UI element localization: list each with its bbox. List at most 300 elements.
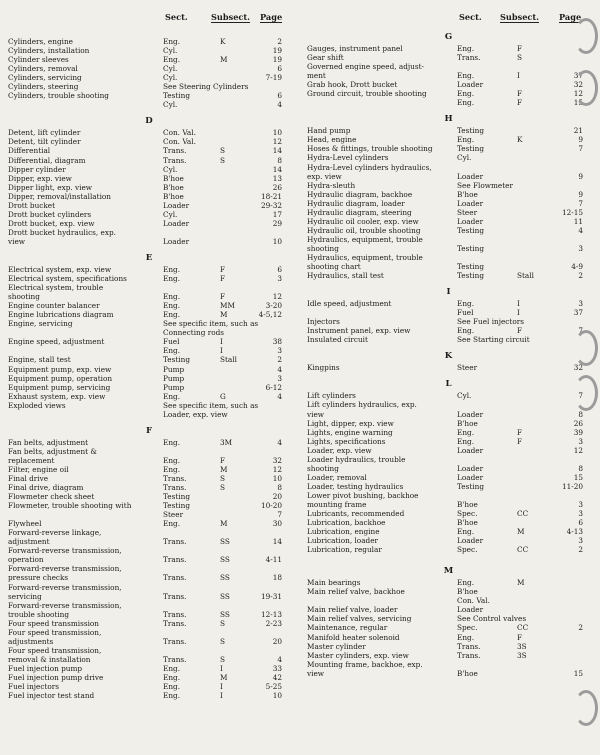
index-entry (307, 623, 590, 632)
entry-topic: Exploded views (8, 400, 66, 410)
entry-topic: Drott bucket cylinders (8, 209, 92, 219)
entry-subsection: Stall (220, 355, 237, 365)
entry-topic: Lubrication, regular (307, 545, 382, 555)
entry-section: Steer (163, 510, 184, 520)
page-header: Page (559, 12, 582, 22)
index-entry (307, 363, 590, 372)
entry-topic: Master cylinders, exp. view (307, 650, 409, 660)
entry-page: 8 (578, 463, 583, 473)
entry-topic: Equipment pump, exp. view (8, 364, 112, 374)
entry-section: Loader (457, 171, 484, 181)
entry-page: 7 (578, 326, 583, 336)
entry-page: 7 (277, 510, 282, 520)
entry-section: See Control valves (457, 614, 527, 624)
entry-topic: Engine, servicing (8, 319, 73, 329)
index-entry (307, 518, 590, 527)
entry-section: Trans. (163, 155, 187, 165)
index-entry (8, 146, 290, 155)
entry-topic: Cylinders, steering (8, 82, 79, 92)
entry-section: Con. Val. (163, 128, 196, 138)
left-entries (8, 37, 290, 700)
entry-section: Fuel (457, 308, 474, 318)
entry-page: 19-31 (260, 591, 282, 601)
entry-page: 6 (578, 518, 583, 528)
index-entry (307, 410, 590, 419)
entry-topic: Manifold heater solenoid (307, 632, 400, 642)
index-entry (307, 244, 590, 253)
index-entry (8, 592, 290, 601)
entry-subsection: F (220, 264, 226, 274)
entry-page: 15 (573, 98, 583, 108)
entry-page: 12-15 (561, 207, 583, 217)
entry-subsection: K (517, 135, 523, 145)
entry-topic: shooting (307, 243, 339, 253)
entry-section: Testing (163, 355, 190, 365)
entry-topic: Hydraulic oil cooler, exp. view (307, 216, 419, 226)
index-entry (8, 274, 290, 283)
section-letter: I (446, 287, 451, 298)
index-entry (8, 510, 290, 519)
index-entry (307, 89, 590, 98)
entry-subsection: S (220, 155, 225, 165)
index-entry (307, 335, 590, 344)
entry-subsection: M (517, 578, 525, 588)
entry-section: Spec. (457, 545, 478, 555)
entry-section: Loader (457, 216, 484, 226)
index-entry (307, 482, 590, 491)
entry-section: Trans. (163, 636, 187, 646)
entry-section: Trans. (163, 591, 187, 601)
entry-section: Eng. (457, 326, 475, 336)
entry-topic: Flowmeter, trouble shooting with (8, 501, 132, 511)
entry-section: Trans. (163, 537, 187, 547)
entry-page: 4 (277, 654, 282, 664)
sect-header: Sect. (459, 12, 482, 22)
index-entry (8, 210, 290, 219)
index-entry (8, 283, 290, 292)
index-entry (8, 483, 290, 492)
entry-topic: Final drive, diagram (8, 483, 84, 493)
index-entry (8, 601, 290, 610)
entry-page: 14 (272, 537, 282, 547)
entry-topic: Lights, engine warning (307, 427, 393, 437)
entry-page: 7 (578, 391, 583, 401)
index-entry (307, 226, 590, 235)
index-entry (8, 447, 290, 456)
entry-subsection: F (517, 632, 523, 642)
entry-topic: Master cylinder (307, 641, 366, 651)
entry-topic: ment (307, 71, 326, 81)
entry-page: 11-20 (561, 481, 583, 491)
entry-page: 4-11 (265, 555, 282, 565)
entry-section: Cyl. (163, 164, 178, 174)
binder-ring-icon (574, 330, 598, 366)
entry-page: 14 (272, 146, 282, 156)
entry-page: 4-13 (566, 527, 583, 537)
entry-page: 7 (578, 144, 583, 154)
entry-topic: Detent, lift cylinder (8, 128, 81, 138)
entry-subsection: CC (517, 509, 529, 519)
entry-page: 15 (573, 668, 583, 678)
entry-section: Eng. (457, 44, 475, 53)
entry-section: See Steering Cylinders (163, 82, 249, 92)
entry-topic: Mounting frame, backhoe, exp. (307, 659, 423, 669)
entry-topic: operation (8, 555, 44, 565)
entry-page: 12 (272, 137, 282, 147)
entry-section: Trans. (163, 609, 187, 619)
index-entry (307, 527, 590, 536)
entry-section: Eng. (163, 292, 181, 302)
entry-section: B'hoe (457, 418, 478, 428)
entry-page: 39 (573, 427, 583, 437)
index-entry (307, 199, 590, 208)
entry-section: B'hoe (457, 518, 478, 528)
entry-subsection: G (220, 391, 226, 401)
entry-section: Trans. (163, 618, 187, 628)
entry-topic: shooting (307, 463, 339, 473)
entry-page: 3 (277, 346, 282, 356)
entry-subsection: S (220, 654, 225, 664)
entry-subsection: I (220, 682, 223, 692)
entry-topic: Equipment pump, operation (8, 373, 113, 383)
entry-section: See specific item, such as (163, 400, 259, 410)
entry-subsection: S (220, 636, 225, 646)
entry-topic: Dipper light, exp. view (8, 182, 93, 192)
entry-subsection: SS (220, 573, 230, 583)
entry-subsection: F (517, 89, 523, 99)
entry-page: 38 (272, 337, 282, 347)
entry-topic: Fan belts, adjustment & (8, 446, 97, 456)
entry-topic: Lubrication, loader (307, 536, 379, 546)
entry-topic: Lubrication, engine (307, 527, 380, 537)
entry-section: B'hoe (457, 189, 478, 199)
entry-topic: Cylinder sleeves (8, 55, 69, 65)
entry-page: 12 (272, 292, 282, 302)
entry-subsection: M (220, 519, 228, 529)
index-entry (8, 64, 290, 73)
entry-topic: Grab hook, Drott bucket (307, 80, 398, 90)
entry-page: 33 (272, 663, 282, 673)
entry-topic: Fuel injection pump (8, 663, 83, 673)
entry-topic: Engine counter balancer (8, 301, 100, 311)
entry-topic: Hydraulics, stall test (307, 271, 384, 281)
entry-page: 10 (272, 128, 282, 138)
entry-subsection: SS (220, 591, 230, 601)
entry-section: Eng. (457, 632, 475, 642)
entry-page: 20 (272, 492, 282, 502)
index-entry (8, 156, 290, 165)
index-entry (307, 500, 590, 509)
entry-page: 8 (277, 155, 282, 165)
binder-ring-icon (574, 18, 598, 54)
entry-topic: Engine lubrications diagram (8, 310, 114, 320)
index-entry (307, 455, 590, 464)
index-entry (307, 253, 590, 262)
entry-section: Eng. (163, 437, 181, 447)
entry-section: Eng. (457, 71, 475, 81)
entry-section: Trans. (163, 573, 187, 583)
entry-subsection: I (220, 691, 223, 701)
entry-topic: removal & installation (8, 654, 91, 664)
index-entry (8, 682, 290, 691)
index-entry (307, 491, 590, 500)
entry-section: Eng. (457, 89, 475, 99)
index-entry (307, 633, 590, 642)
index-entry (8, 174, 290, 183)
entry-section: Loader (457, 198, 484, 208)
entry-section: B'hoe (163, 173, 184, 183)
entry-page: 26 (272, 182, 282, 192)
entry-subsection: I (517, 71, 520, 81)
entry-section: Trans. (457, 641, 481, 651)
entry-topic: Dipper, exp. view (8, 173, 72, 183)
entry-topic: Flywheel (8, 519, 42, 529)
entry-topic: Forward-reverse linkage, (8, 528, 102, 538)
entry-page: 2 (578, 623, 583, 633)
entry-topic: view (307, 409, 325, 419)
entry-topic: Hydraulics, equipment, trouble (307, 234, 423, 244)
index-entry (8, 564, 290, 573)
entry-topic: Main relief valve, loader (307, 605, 398, 615)
entry-page: 20 (272, 636, 282, 646)
entry-page: 37 (573, 71, 583, 81)
index-entry (8, 528, 290, 537)
index-entry (8, 646, 290, 655)
index-entry (307, 419, 590, 428)
entry-topic: Differential, diagram (8, 155, 86, 165)
section-letter: H (444, 114, 453, 125)
index-entry (307, 669, 590, 678)
entry-section: Testing (457, 243, 484, 253)
entry-subsection: 3S (517, 650, 527, 660)
entry-section: See Starting circuit (457, 335, 530, 345)
entry-topic: Differential (8, 146, 51, 156)
index-entry (307, 400, 590, 409)
entry-section: Cyl. (163, 46, 178, 56)
index-entry (8, 128, 290, 137)
index-entry (307, 587, 590, 596)
index-entry (307, 326, 590, 335)
entry-topic: Kingpins (307, 363, 340, 373)
entry-section: Cyl. (163, 64, 178, 74)
entry-page: 10 (272, 691, 282, 701)
entry-subsection: 3S (517, 641, 527, 651)
entry-page: 13 (272, 173, 282, 183)
index-entry (8, 673, 290, 682)
entry-topic: Forward-reverse transmission, (8, 600, 122, 610)
index-entry (8, 383, 290, 392)
entry-page: 10-20 (260, 501, 282, 511)
entry-subsection: S (220, 146, 225, 156)
entry-page: 3 (578, 299, 583, 309)
entry-page: 7 (578, 198, 583, 208)
entry-section: B'hoe (457, 587, 478, 597)
entry-page: 19 (272, 46, 282, 56)
entry-section: Eng. (457, 527, 475, 537)
entry-topic: Cylinders, trouble shooting (8, 91, 109, 101)
entry-page: 6 (277, 264, 282, 274)
section-letter: M (443, 566, 454, 577)
index-entry (307, 473, 590, 482)
entry-section: Cyl. (163, 209, 178, 219)
page-header: Page (260, 12, 283, 22)
index-entry (307, 509, 590, 518)
entry-section: Spec. (457, 509, 478, 519)
entry-topic: Hydra-Level cylinders hydraulics, (307, 162, 432, 172)
entry-section: Testing (457, 262, 484, 272)
index-entry (8, 492, 290, 501)
index-entry (307, 651, 590, 660)
entry-section: See specific item, such as (163, 319, 259, 329)
entry-page: 9 (578, 171, 583, 181)
section-letter: K (444, 351, 453, 362)
entry-section: Eng. (163, 346, 181, 356)
entry-page: 12-13 (260, 609, 282, 619)
entry-section: Con. Val. (457, 596, 490, 606)
entry-topic: Gear shift (307, 53, 344, 63)
index-entry (307, 71, 590, 80)
entry-topic: Fuel injection pump drive (8, 673, 104, 682)
entry-topic: Four speed transmission, (8, 645, 102, 655)
index-entry (8, 319, 290, 328)
entry-page: 4 (277, 364, 282, 374)
entry-page: 3 (578, 536, 583, 546)
entry-topic: Cylinders, installation (8, 46, 90, 56)
index-entry (307, 172, 590, 181)
entry-topic: Maintenance, regular (307, 623, 388, 633)
entry-section: Trans. (163, 473, 187, 483)
entry-page: 10 (272, 473, 282, 483)
entry-page: 5-25 (265, 682, 282, 692)
entry-section: Trans. (163, 555, 187, 565)
entry-section: Eng. (457, 578, 475, 588)
entry-section: Eng. (163, 55, 181, 65)
entry-section: Eng. (457, 436, 475, 446)
entry-topic: servicing (8, 591, 42, 601)
index-entry (8, 219, 290, 228)
entry-section: Con. Val. (163, 137, 196, 147)
index-entry (8, 664, 290, 673)
index-entry (8, 374, 290, 383)
entry-page: 4-9 (571, 262, 583, 272)
entry-page: 3 (578, 436, 583, 446)
entry-topic: Flowmeter check sheet (8, 492, 95, 502)
entry-section: Trans. (163, 146, 187, 156)
index-entry (307, 642, 590, 651)
entry-section: Loader (457, 463, 484, 473)
index-entry (8, 237, 290, 246)
entry-section: Eng. (457, 427, 475, 437)
entry-subsection: 3M (220, 437, 233, 447)
index-entry (307, 446, 590, 455)
entry-subsection: S (220, 473, 225, 483)
entry-topic: shooting (8, 292, 40, 302)
index-entry (307, 536, 590, 545)
entry-topic: mounting frame (307, 499, 367, 509)
entry-section: Pump (163, 373, 185, 383)
index-entry (8, 691, 290, 700)
entry-section: Loader (457, 409, 484, 419)
entry-topic: Forward-reverse transmission, (8, 582, 122, 592)
index-entry (8, 91, 290, 100)
index-entry (307, 126, 590, 135)
entry-subsection: S (517, 53, 522, 63)
index-entry (307, 262, 590, 271)
entry-section: Loader (163, 218, 190, 228)
index-entry (307, 299, 590, 308)
binder-ring-icon (574, 375, 598, 411)
index-entry (307, 605, 590, 614)
index-entry (8, 410, 290, 419)
index-entry (307, 428, 590, 437)
entry-section: Eng. (163, 391, 181, 401)
entry-page: 17 (272, 209, 282, 219)
index-entry (307, 44, 590, 53)
entry-page: 29 (272, 218, 282, 228)
entry-topic: Hydraulic diagram, backhoe (307, 189, 413, 199)
entry-page: 15 (573, 472, 583, 482)
index-entry (8, 365, 290, 374)
index-entry (307, 163, 590, 172)
entry-section: Testing (457, 271, 484, 281)
entry-section: Testing (457, 481, 484, 491)
index-entry (8, 310, 290, 319)
index-entry (8, 392, 290, 401)
entry-page: 9 (578, 189, 583, 199)
entry-subsection: I (220, 663, 223, 673)
index-entry (307, 437, 590, 446)
index-entry (307, 464, 590, 473)
entry-page: 4 (277, 437, 282, 447)
subsect-header: Subsect. (211, 12, 251, 22)
index-entry (8, 637, 290, 646)
entry-topic: Head, engine (307, 135, 357, 145)
index-entry (307, 62, 590, 71)
entry-topic: Fan belts, adjustment (8, 437, 89, 447)
entry-topic: Main relief valve, backhoe (307, 587, 405, 597)
index-entry (307, 135, 590, 144)
index-entry (8, 555, 290, 564)
entry-topic: Instrument panel, exp. view (307, 326, 411, 336)
index-entry (307, 181, 590, 190)
index-entry (307, 98, 590, 107)
entry-topic: Lubrication, backhoe (307, 518, 386, 528)
entry-topic: Hand pump (307, 126, 351, 136)
index-entry (8, 137, 290, 146)
entry-topic: Light, dipper, exp. view (307, 418, 394, 428)
index-entry (8, 165, 290, 174)
entry-page: 32 (573, 363, 583, 373)
index-entry (307, 596, 590, 605)
entry-page: 8 (578, 409, 583, 419)
section-letter: F (145, 425, 153, 436)
entry-page: 4 (277, 100, 282, 110)
entry-topic: trouble shooting (8, 609, 70, 619)
entry-section: Pump (163, 364, 185, 374)
entry-topic: Hydra-sleuth (307, 180, 356, 190)
entry-topic: Electrical system, trouble (8, 283, 104, 293)
entry-subsection: M (220, 310, 228, 320)
index-entry (307, 545, 590, 554)
entry-topic: Lights, specifications (307, 436, 386, 446)
entry-topic: Dipper, removal/installation (8, 191, 111, 201)
entry-topic: Insulated circuit (307, 335, 368, 345)
index-entry (8, 537, 290, 546)
entry-section: Loader (457, 445, 484, 455)
entry-topic: Main bearings (307, 578, 361, 588)
index-entry (8, 501, 290, 510)
index-entry (307, 271, 590, 280)
